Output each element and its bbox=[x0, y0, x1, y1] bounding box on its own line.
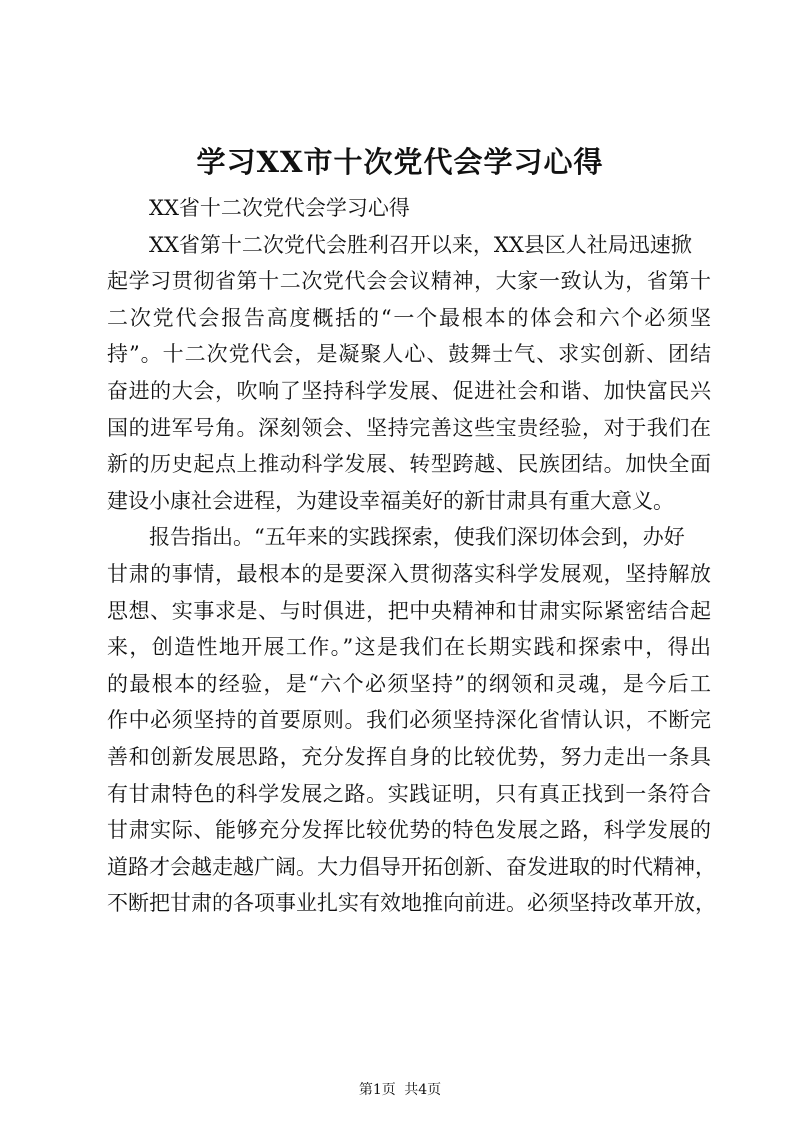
paragraph-1-line-3: 二次党代会报告高度概括的“一个最根本的体会和六个必须坚 bbox=[107, 305, 711, 330]
paragraph-1-line-7: 新的历史起点上推动科学发展、转型跨越、民族团结。加快全面 bbox=[107, 452, 711, 477]
page-total: 共4页 bbox=[404, 1082, 442, 1098]
paragraph-1-line-8: 建设小康社会进程，为建设幸福美好的新甘肃具有重大意义。 bbox=[107, 488, 674, 513]
document-title: 学习XX市十次党代会学习心得 bbox=[196, 145, 604, 179]
paragraph-2-line-11: 不断把甘肃的各项事业扎实有效地推向前进。必须坚持改革开放， bbox=[107, 891, 716, 916]
paragraph-1-line-5: 奋进的大会，吹响了坚持科学发展、促进社会和谐、加快富民兴 bbox=[107, 378, 711, 403]
paragraph-2-line-10: 道路才会越走越广阔。大力倡导开拓创新、奋发进取的时代精神， bbox=[107, 854, 716, 879]
paragraph-1-line-6: 国的进军号角。深刻领会、坚持完善这些宝贵经验，对于我们在 bbox=[107, 415, 711, 440]
paragraph-1-line-4: 持”。十二次党代会，是凝聚人心、鼓舞士气、求实创新、团结 bbox=[107, 342, 711, 367]
paragraph-1-line-1: XX省第十二次党代会胜利召开以来，XX县区人社局迅速掀 bbox=[149, 232, 692, 257]
paragraph-2-line-6: 作中必须坚持的首要原则。我们必须坚持深化省情认识，不断完 bbox=[107, 708, 711, 733]
paragraph-2-line-5: 的最根本的经验，是“六个必须坚持”的纲领和灵魂，是今后工 bbox=[107, 671, 711, 696]
page-number: 第1页 bbox=[358, 1082, 396, 1098]
paragraph-1-line-2: 起学习贯彻省第十二次党代会会议精神，大家一致认为，省第十 bbox=[107, 269, 711, 294]
paragraph-2-line-1: 报告指出。“五年来的实践探索，使我们深切体会到，办好 bbox=[149, 525, 685, 550]
paragraph-2-line-3: 思想、实事求是、与时俱进，把中央精神和甘肃实际紧密结合起 bbox=[107, 598, 711, 623]
document-body bbox=[107, 190, 716, 922]
paragraph-2-line-8: 有甘肃特色的科学发展之路。实践证明，只有真正找到一条符合 bbox=[107, 781, 711, 806]
paragraph-2-line-7: 善和创新发展思路，充分发挥自身的比较优势，努力走出一条具 bbox=[107, 744, 711, 769]
paragraph-2-line-2: 甘肃的事情，最根本的是要深入贯彻落实科学发展观，坚持解放 bbox=[107, 561, 711, 586]
paragraph-2-line-9: 甘肃实际、能够充分发挥比较优势的特色发展之路，科学发展的 bbox=[107, 818, 711, 843]
page-footer bbox=[0, 1080, 800, 1100]
subtitle-line: XX省十二次党代会学习心得 bbox=[149, 196, 410, 220]
paragraph-2-line-4: 来，创造性地开展工作。”这是我们在长期实践和探索中，得出 bbox=[107, 635, 711, 660]
